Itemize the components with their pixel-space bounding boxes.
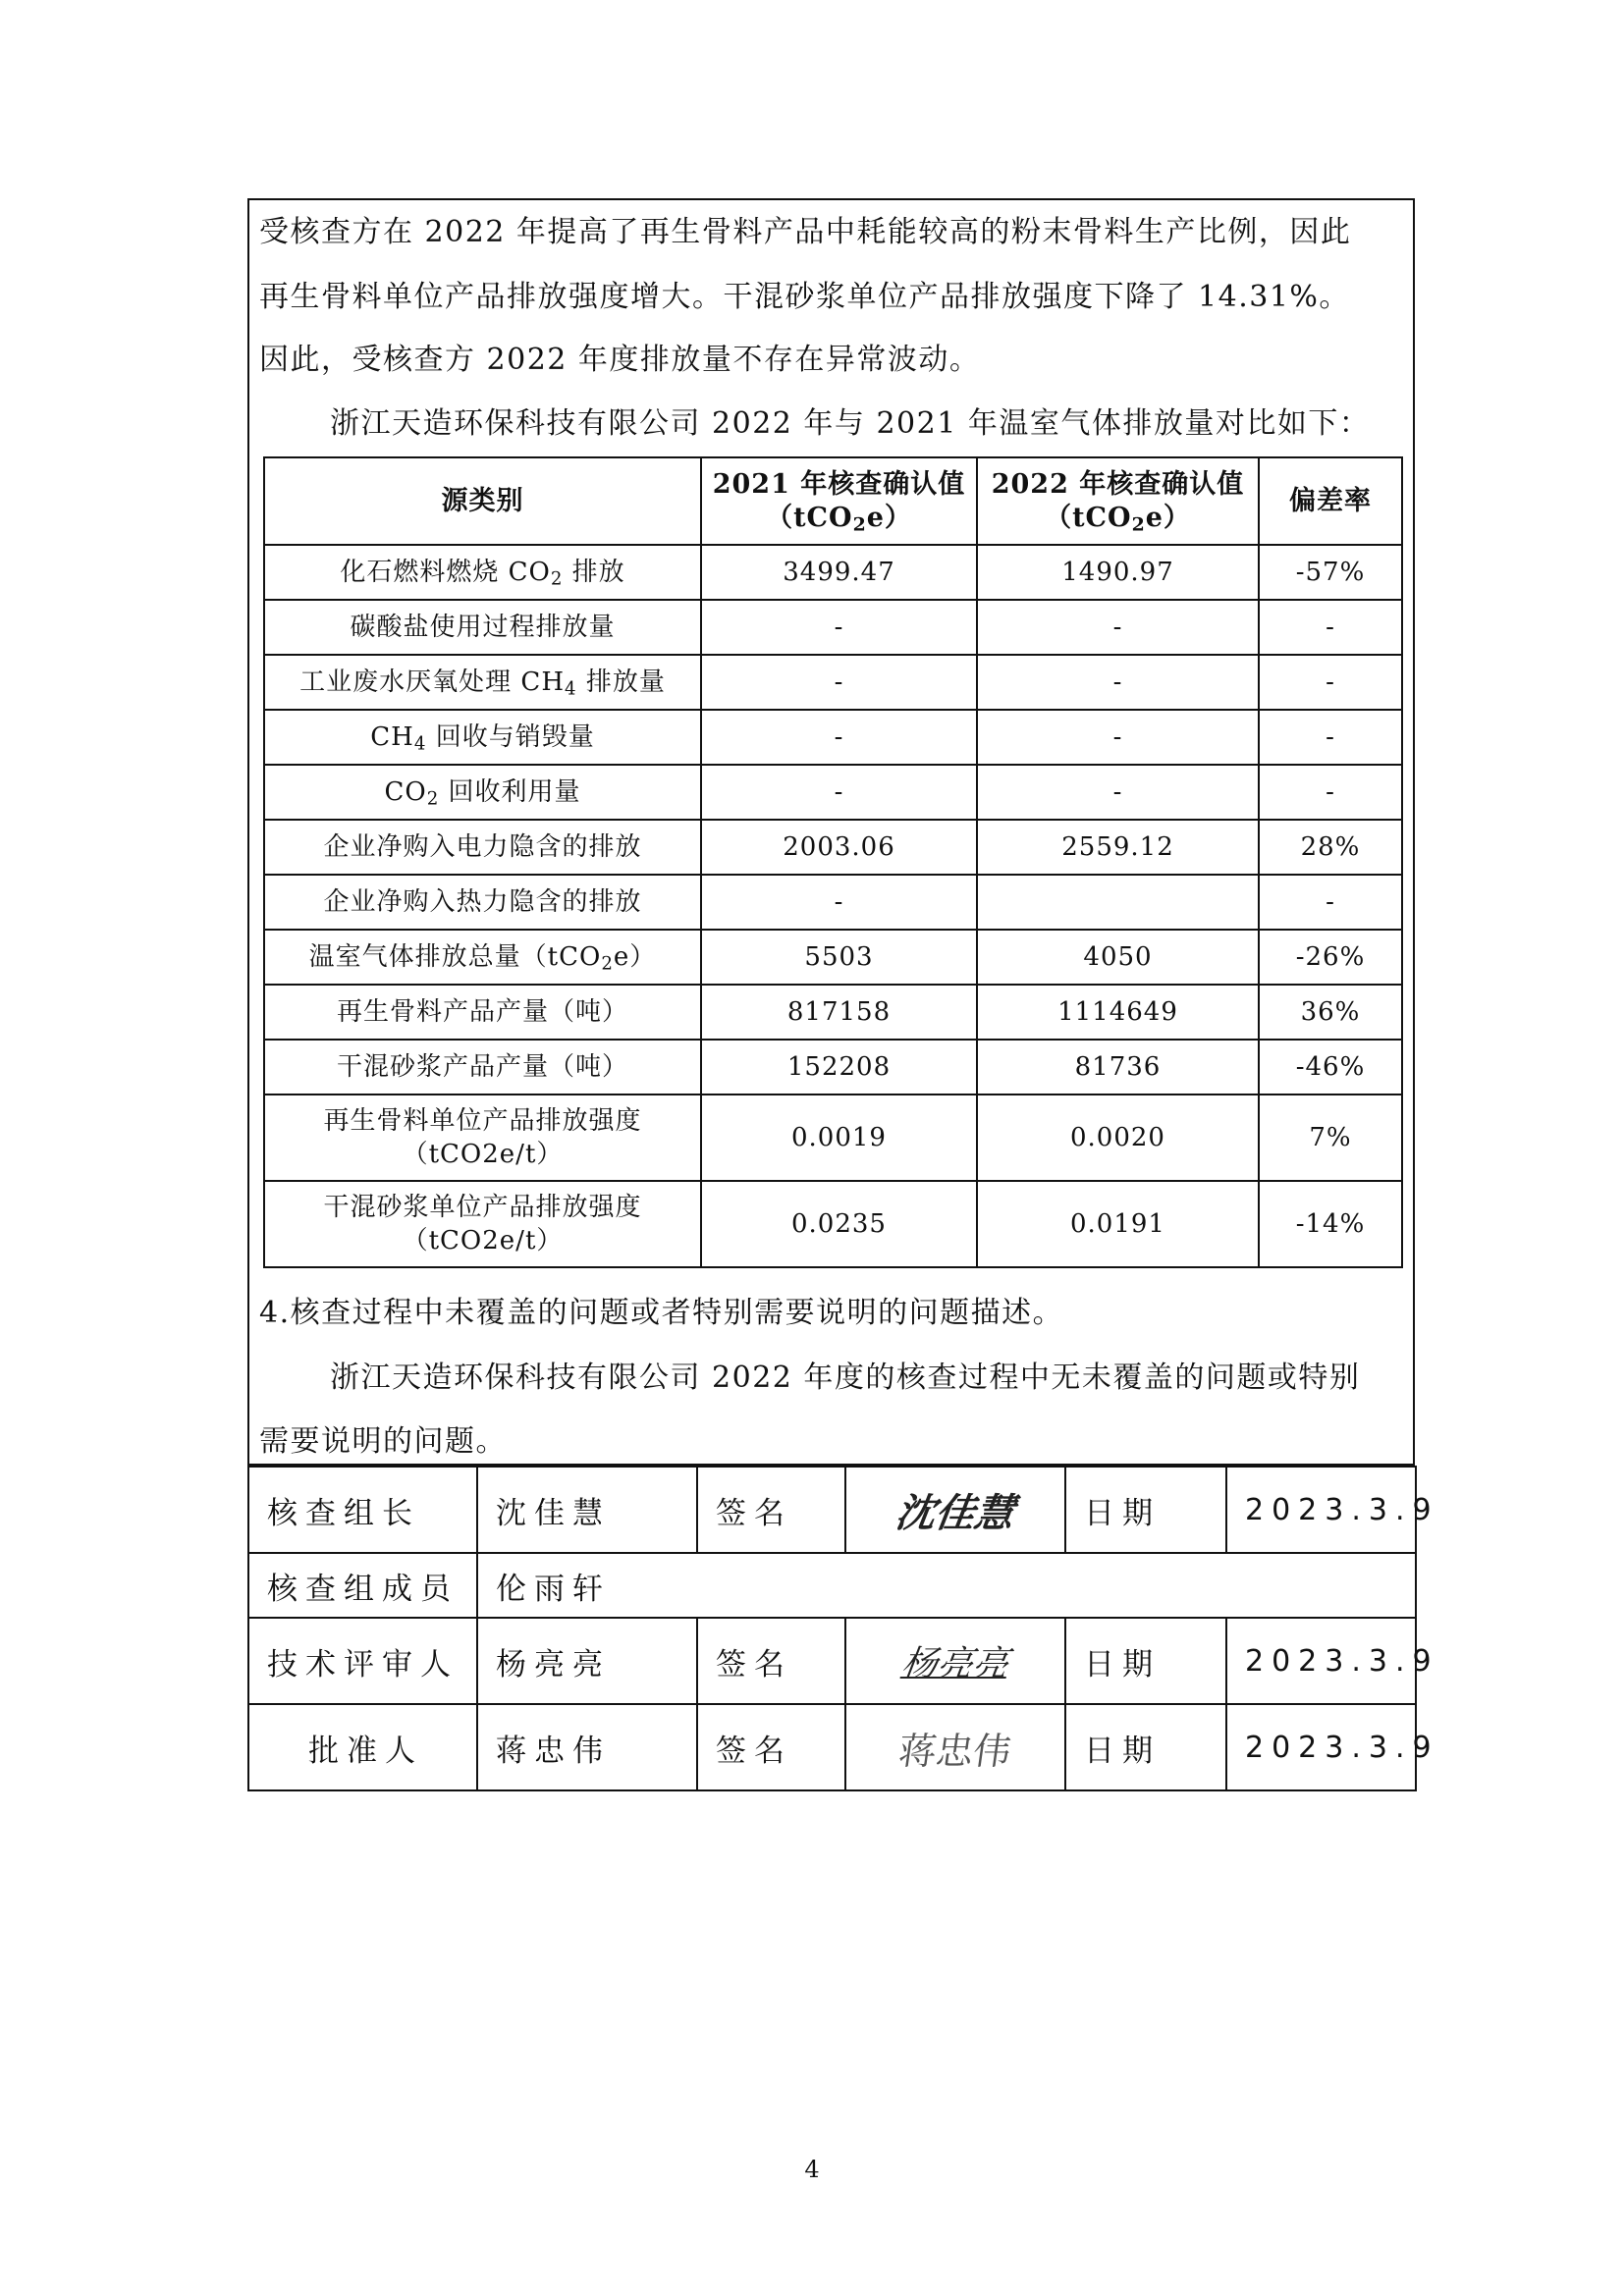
- value-deviation: 36%: [1259, 985, 1402, 1040]
- value-2022: -: [977, 655, 1259, 710]
- date-value: 2023.3.9: [1226, 1467, 1416, 1553]
- table-caption: 浙江天造环保科技有限公司 2022 年与 2021 年温室气体排放量对比如下：: [330, 406, 1371, 441]
- intro-line-2: 再生骨料单位产品排放强度增大。干混砂浆单位产品排放强度下降了 14.31%。: [259, 280, 1350, 314]
- value-2022: [977, 875, 1259, 930]
- value-2021: 152208: [701, 1040, 977, 1095]
- signoff-row-reviewer: [248, 1618, 1416, 1704]
- value-deviation: -14%: [1259, 1181, 1402, 1267]
- handwritten-signature: 沈佳慧: [893, 1490, 1017, 1536]
- sign-label: 签名: [697, 1618, 845, 1704]
- row-label: 再生骨料单位产品排放强度 （tCO2e/t）: [264, 1095, 701, 1181]
- section-4-title: 4.核查过程中未覆盖的问题或者特别需要说明的问题描述。: [259, 1296, 1064, 1330]
- value-2021: -: [701, 710, 977, 765]
- date-label: 日期: [1065, 1704, 1226, 1790]
- value-2022: -: [977, 765, 1259, 820]
- header-deviation: 偏差率: [1259, 457, 1402, 545]
- person-name: 蒋忠伟: [477, 1704, 697, 1790]
- emissions-comparison-table: [263, 456, 1403, 1268]
- value-deviation: -26%: [1259, 930, 1402, 985]
- section-4-body-line-1: 浙江天造环保科技有限公司 2022 年度的核查过程中无未覆盖的问题或特别: [330, 1361, 1361, 1395]
- role-label: 批准人: [248, 1704, 477, 1790]
- table-header-row: [264, 457, 1402, 545]
- signoff-row-approver: [248, 1704, 1416, 1790]
- value-2022: 81736: [977, 1040, 1259, 1095]
- row-label: 温室气体排放总量（tCO$_2$e）: [264, 930, 701, 985]
- value-2021: 3499.47: [701, 545, 977, 600]
- signoff-table: [247, 1466, 1439, 1791]
- value-deviation: -: [1259, 710, 1402, 765]
- value-2022: 0.0020: [977, 1095, 1259, 1181]
- value-deviation: -: [1259, 600, 1402, 655]
- value-2021: -: [701, 600, 977, 655]
- table-row: [264, 930, 1402, 985]
- signoff-row-member: [248, 1553, 1416, 1618]
- handwritten-signature: 杨亮亮: [898, 1643, 1011, 1684]
- value-deviation: -: [1259, 655, 1402, 710]
- value-2021: -: [701, 655, 977, 710]
- value-2021: 817158: [701, 985, 977, 1040]
- value-2022: -: [977, 710, 1259, 765]
- value-2021: 0.0019: [701, 1095, 977, 1181]
- value-2021: -: [701, 765, 977, 820]
- role-label: 核查组长: [248, 1467, 477, 1553]
- table-row: [264, 875, 1402, 930]
- section-4-body-line-2: 需要说明的问题。: [259, 1424, 507, 1459]
- person-name: 杨亮亮: [477, 1618, 697, 1704]
- table-row: [264, 1040, 1402, 1095]
- table-row: [264, 985, 1402, 1040]
- date-value: 2023.3.9: [1226, 1704, 1416, 1790]
- value-deviation: 28%: [1259, 820, 1402, 875]
- table-row: [264, 1181, 1402, 1267]
- value-2022: 2559.12: [977, 820, 1259, 875]
- signature: [845, 1467, 1065, 1553]
- signoff-row-leader: [248, 1467, 1416, 1553]
- value-2022: 1490.97: [977, 545, 1259, 600]
- role-label: 技术评审人: [248, 1618, 477, 1704]
- row-label: 碳酸盐使用过程排放量: [264, 600, 701, 655]
- date-label: 日期: [1065, 1467, 1226, 1553]
- row-label: $CH_4$ 回收与销毁量: [264, 710, 701, 765]
- row-label: 干混砂浆单位产品排放强度 （tCO2e/t）: [264, 1181, 701, 1267]
- signature: [845, 1618, 1065, 1704]
- table-row: [264, 710, 1402, 765]
- value-deviation: 7%: [1259, 1095, 1402, 1181]
- value-deviation: -: [1259, 875, 1402, 930]
- header-2021: 2021 年核查确认值 （tCO$_2$e）: [701, 457, 977, 545]
- value-deviation: -: [1259, 765, 1402, 820]
- sign-label: 签名: [697, 1704, 845, 1790]
- table-row: [264, 765, 1402, 820]
- signature: [845, 1704, 1065, 1790]
- table-row: [264, 820, 1402, 875]
- row-label: 再生骨料产品产量（吨）: [264, 985, 701, 1040]
- row-label: 企业净购入电力隐含的排放: [264, 820, 701, 875]
- row-label: 工业废水厌氧处理 $CH_4$ 排放量: [264, 655, 701, 710]
- value-deviation: -46%: [1259, 1040, 1402, 1095]
- intro-line-3: 因此，受核查方 2022 年度排放量不存在异常波动。: [259, 343, 981, 377]
- date-value: 2023.3.9: [1226, 1618, 1416, 1704]
- value-2021: -: [701, 875, 977, 930]
- table-row: [264, 1095, 1402, 1181]
- row-label: 干混砂浆产品产量（吨）: [264, 1040, 701, 1095]
- table-row: [264, 545, 1402, 600]
- value-2022: 4050: [977, 930, 1259, 985]
- row-label: 化石燃料燃烧 $CO_2$ 排放: [264, 545, 701, 600]
- value-2021: 5503: [701, 930, 977, 985]
- sign-label: 签名: [697, 1467, 845, 1553]
- person-name: 沈佳慧: [477, 1467, 697, 1553]
- row-label: $CO_2$ 回收利用量: [264, 765, 701, 820]
- intro-line-1: 受核查方在 2022 年提高了再生骨料产品中耗能较高的粉末骨料生产比例，因此: [259, 215, 1352, 249]
- value-2022: -: [977, 600, 1259, 655]
- table-row: [264, 600, 1402, 655]
- date-label: 日期: [1065, 1618, 1226, 1704]
- row-label: 企业净购入热力隐含的排放: [264, 875, 701, 930]
- handwritten-signature: 蒋忠伟: [895, 1729, 1014, 1773]
- header-source: 源类别: [264, 457, 701, 545]
- page-number: 4: [804, 2156, 820, 2183]
- table-row: [264, 655, 1402, 710]
- value-2021: 2003.06: [701, 820, 977, 875]
- value-2022: 0.0191: [977, 1181, 1259, 1267]
- header-2022: 2022 年核查确认值 （tCO$_2$e）: [977, 457, 1259, 545]
- person-name: 伦雨轩: [477, 1553, 1416, 1618]
- value-2021: 0.0235: [701, 1181, 977, 1267]
- role-label: 核查组成员: [248, 1553, 477, 1618]
- value-deviation: -57%: [1259, 545, 1402, 600]
- value-2022: 1114649: [977, 985, 1259, 1040]
